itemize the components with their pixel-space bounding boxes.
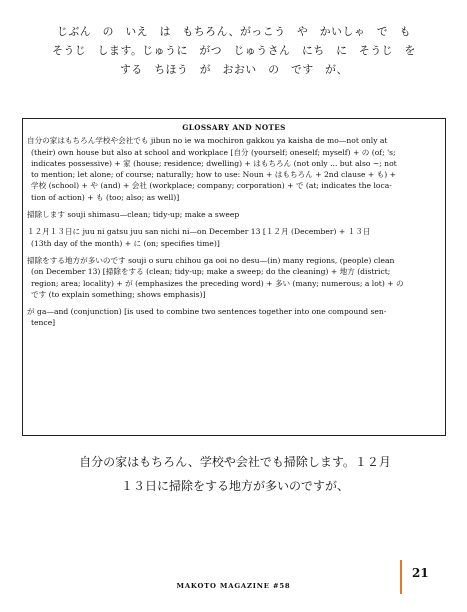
top-text-line: そうじ します。じゅうに がつ じゅうさん にち に そうじ を: [52, 44, 416, 57]
glossary-entry: [27, 226, 441, 249]
top-hiragana-passage: [22, 22, 446, 79]
glossary-entry: [27, 306, 441, 329]
glossary-box: [22, 118, 446, 436]
glossary-line: です (to explain something; shows emphasis)]: [31, 289, 206, 299]
page-number: 21: [412, 566, 429, 580]
glossary-line: 掃除をする地方が多いのです souji o suru chihou ga ooi no desu—(in) many regions, (people) clean: [27, 255, 395, 265]
glossary-line: tence]: [31, 318, 56, 328]
top-text-line: じぶん の いえ は もちろん、がっこう や かいしゃ で も: [57, 25, 411, 38]
glossary-line: (13th day of the month) + に (on; specifies time)]: [31, 238, 220, 248]
glossary-line: 自分の家はもちろん学校や会社でも jibun no ie wa mochiron gakkou ya kaisha de mo—not only at: [27, 136, 388, 146]
magazine-footer: MAKOTO MAGAZINE #58: [176, 582, 291, 590]
glossary-line: 掃除します souji shimasu—clean; tidy-up; make a sweep: [27, 210, 240, 220]
glossary-line: が ga—and (conjunction) [is used to combine two sentences together into one compound sen-: [27, 307, 387, 317]
top-text-line: する ちほう が おおい の です が、: [120, 63, 348, 76]
glossary-entry: [27, 209, 441, 220]
bottom-text-line: １３日に掃除をする地方が多いのですが、: [120, 479, 349, 493]
bottom-kanji-passage: [30, 450, 440, 498]
glossary-line: (on December 13) [掃除をする (clean; tidy-up; make a sweep; do the cleaning) + 地方 (district;: [31, 267, 391, 277]
bottom-text-line: 自分の家はもちろん、学校や会社でも掃除します。１２月: [79, 455, 391, 469]
glossary-line: to mention; let alone; of course; naturally; how to use: Noun + はもちろん + 2nd clause + も) +: [31, 170, 396, 180]
glossary-entry: [27, 135, 441, 203]
glossary-title: GLOSSARY AND NOTES: [182, 123, 286, 132]
glossary-line: indicates possessive) + 家 (house; residence; dwelling) + はもちろん (not only ... but also ~; not: [31, 158, 397, 168]
glossary-line: (their) own house but also at school and workplace [自分 (yourself; oneself; myself) + の (of; 's;: [31, 147, 396, 157]
glossary-line: tion of action) + も (too; also; as well)]: [31, 192, 180, 202]
glossary-line: 学校 (school) + や (and) + 会社 (workplace; company; corporation) + で (at; indicates the loca-: [31, 181, 392, 191]
glossary-entry: [27, 255, 441, 300]
glossary-line: １２月１３日に juu ni gatsu juu san nichi ni—on December 13 [１２月 (December) + １３日: [27, 227, 371, 237]
glossary-line: region; area; locality) + が (emphasizes the preceding word) + 多い (many; numerous; a lot) + の: [31, 278, 404, 288]
